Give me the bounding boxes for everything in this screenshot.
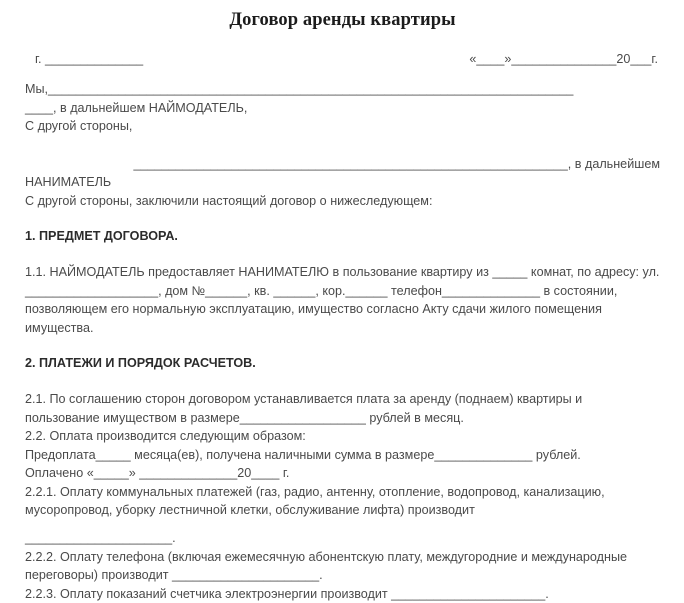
preamble-line-tenant: НАНИМАТЕЛЬ	[25, 175, 112, 190]
section-2-prepayment-line[interactable]: Предоплата_____ месяца(ев), получена наличными сумма в размере______________ рублей.	[25, 447, 581, 462]
preamble-line-landlord[interactable]: ____, в дальнейшем НАЙМОДАТЕЛЬ,	[25, 100, 248, 115]
gap-before-section-2	[25, 337, 660, 354]
section-2-utilities-payer-blank[interactable]: _____________________.	[25, 531, 176, 546]
section-1-paragraph-1-1[interactable]: 1.1. НАЙМОДАТЕЛЬ предоставляет НАНИМАТЕЛЮ в пользование квартиру из _____ комнат, по адресу: ул. ___________________, дом №______, кв. ______, кор.______ телефон______________ в состоянии, позволяющем его нормальную эксплуатацию, имущество согласно Акту сдачи жилого помещения имущества.	[25, 264, 663, 335]
preamble-line-parties-2[interactable]: ______________________________________________________________, в дальнейшем	[133, 156, 660, 171]
preamble-spacer	[25, 136, 660, 155]
section-heading-2: 2. ПЛАТЕЖИ И ПОРЯДОК РАСЧЕТОВ.	[25, 356, 256, 371]
section-2-paragraph-2-2: 2.2. Оплата производится следующим образом:	[25, 429, 306, 444]
gap-after-section-1-heading	[25, 246, 660, 263]
section-2-paid-date-line[interactable]: Оплачено «_____» ______________20____ г.	[25, 466, 290, 481]
gap-after-section-2-heading	[25, 373, 660, 390]
preamble-block	[25, 80, 660, 210]
gap-before-utilities-blank	[25, 520, 660, 529]
preamble-line-conclusion: С другой стороны, заключили настоящий договор о нижеследующем:	[25, 193, 433, 208]
preamble-line-parties-1[interactable]: Мы,___________________________________________________________________________	[25, 82, 574, 97]
city-field[interactable]: г. ______________	[35, 52, 144, 67]
section-heading-1: 1. ПРЕДМЕТ ДОГОВОРА.	[25, 229, 178, 244]
page-title: Договор аренды квартиры	[229, 10, 456, 30]
section-2-paragraph-2-2-2[interactable]: 2.2.2. Оплату телефона (включая ежемесячную абонентскую плату, междугородние и международные переговоры) производит _____________________.	[25, 549, 631, 583]
section-2-paragraph-2-2-3[interactable]: 2.2.3. Оплату показаний счетчика электроэнергии производит ______________________.	[25, 586, 549, 601]
section-2-paragraph-2-2-1: 2.2.1. Оплату коммунальных платежей (газ, радио, антенну, отопление, водопровод, канализацию, мусоропровод, уборку лестничной клетки, обслуживание лифта) производит	[25, 484, 609, 518]
section-2-paragraph-2-1[interactable]: 2.1. По соглашению сторон договором устанавливается плата за аренду (поднаем) квартиры и пользование имуществом в размере__________________ рублей в месяц.	[25, 391, 586, 425]
document-header-row	[25, 52, 660, 66]
gap-before-section-1	[25, 210, 660, 227]
preamble-line-other-party-1: С другой стороны,	[25, 119, 133, 134]
date-field[interactable]: «____»_______________20___г.	[469, 52, 658, 67]
